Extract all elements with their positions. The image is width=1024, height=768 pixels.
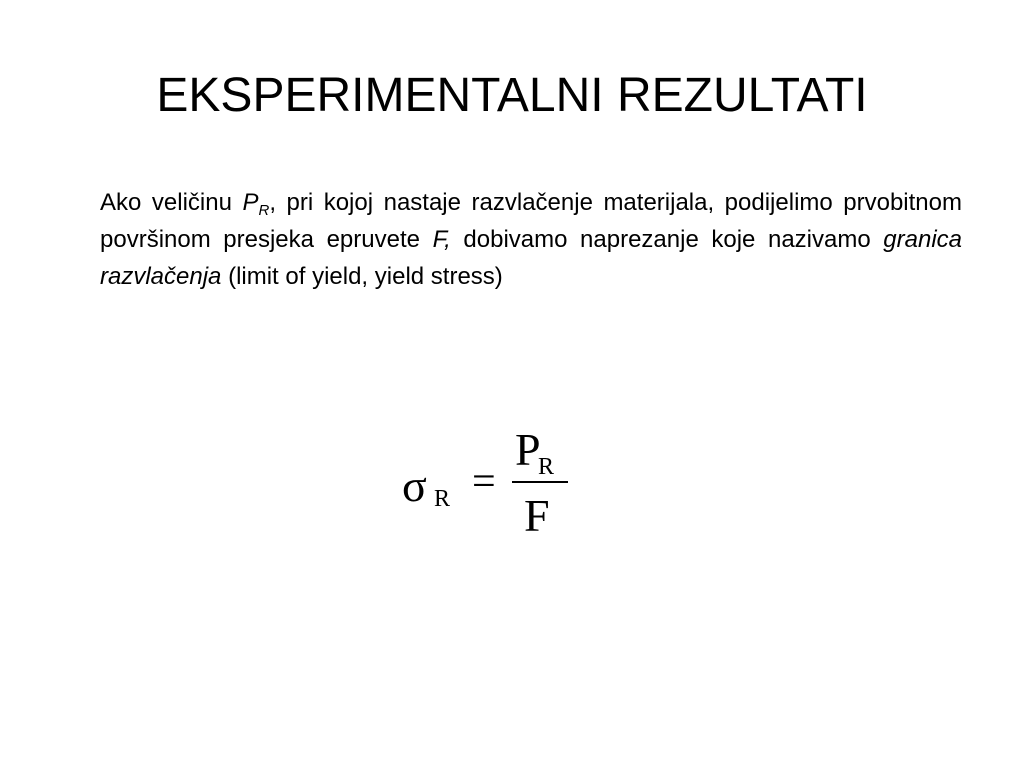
numerator-subscript: R: [538, 454, 555, 480]
paragraph-text-4: (limit of yield, yield stress): [221, 263, 503, 290]
area-symbol: F,: [432, 226, 451, 253]
paragraph-text-1: Ako veličinu: [100, 189, 243, 216]
slide-title: EKSPERIMENTALNI REZULTATI: [156, 69, 868, 122]
sigma-subscript: R: [434, 486, 451, 512]
sigma-symbol: σ: [402, 460, 427, 511]
numerator-symbol: P: [515, 424, 541, 475]
yield-strength-term: granica razvlačenja: [100, 226, 963, 290]
fraction-bar: [512, 481, 568, 483]
paragraph-text-2: , pri kojoj nastaje razvlačenje materijala, podijelimo prvobitnom površinom presjeka epruvete: [100, 189, 962, 253]
yield-force-symbol: [242, 189, 270, 219]
paragraph-text-3: dobivamo naprezanje koje nazivamo: [450, 226, 884, 253]
yield-force-subscript: R: [258, 202, 270, 219]
denominator-symbol: F: [524, 490, 550, 541]
yield-force-letter: P: [242, 189, 259, 216]
body-paragraph: [100, 184, 962, 295]
equals-sign: =: [472, 459, 496, 505]
yield-stress-formula: [400, 425, 580, 545]
